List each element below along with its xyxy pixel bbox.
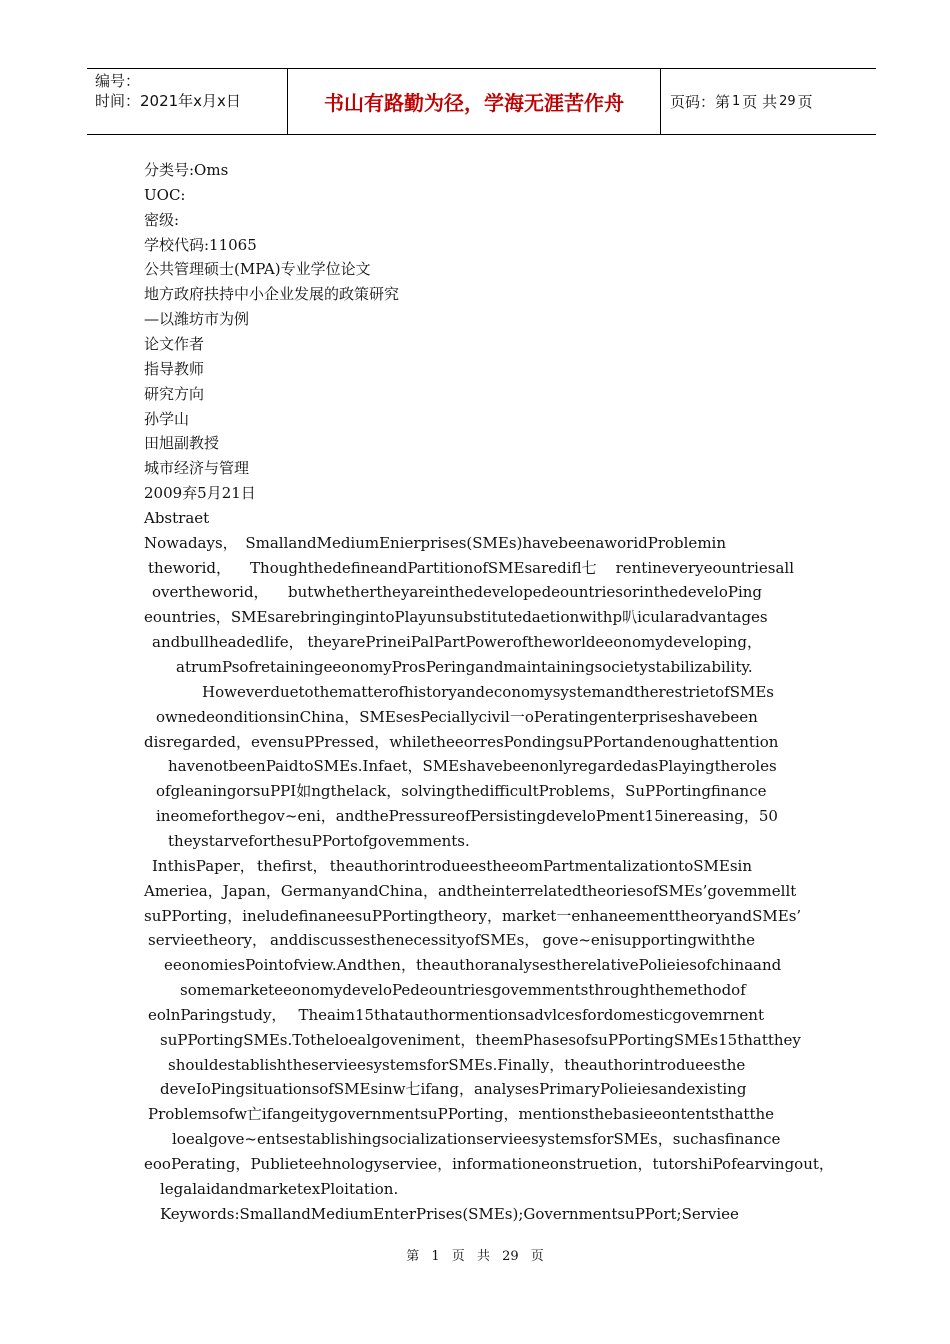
abstract-segment: GermanyandChina，: [280, 881, 438, 900]
meta-line: 城市经济与管理: [144, 459, 250, 478]
meta-line: 学校代码:11065: [144, 235, 257, 254]
abstract-line: [152, 630, 762, 655]
abstract-line: [160, 1202, 739, 1227]
abstract-line: [148, 556, 794, 581]
abstract-line: [156, 779, 767, 804]
abstract-segment: andbullheadedlife，: [152, 633, 304, 652]
abstract-line: [144, 531, 726, 556]
abstract-segment: eountries，: [144, 608, 231, 627]
abstract-line: [144, 904, 802, 929]
abstract-line: [152, 854, 752, 879]
meta-line: 田旭副教授: [144, 434, 220, 453]
abstract-segment: shouldestablishtheservieesystemsforSMEs.Finally，: [168, 1055, 565, 1074]
footer-page-number: 1: [431, 1249, 440, 1264]
abstract-line: [148, 1102, 775, 1127]
abstract-segment: enhaneementtheoryandSMEs’: [571, 906, 802, 925]
footer-p1: 第: [406, 1249, 420, 1264]
abstract-segment: SmallandMediumEnierprises(SMEs)havebeenaworidProblemin: [245, 533, 726, 552]
abstract-segment: atrumPsofretainingeeonomyProsPeringandmaintainingsocietystabilizability.: [176, 658, 753, 676]
abstract-segment: ngthelack，: [311, 782, 402, 801]
abstract-line: [144, 730, 779, 755]
abstract-segment: suPPortingSMEs.Totheloealgoveniment，: [160, 1030, 476, 1049]
abstract-segment: theemPhasesofsuPPortingSMEs15thatthey: [475, 1030, 801, 1049]
abstract-segment: eooPerating，: [144, 1155, 251, 1173]
abstract-segment: ifangeitygovernmentsuPPorting，: [261, 1105, 519, 1124]
abstract-segment: deveIoPingsituationsofSMEsinw七ifang，: [160, 1080, 474, 1099]
meta-line: UOC:: [144, 185, 186, 204]
abstract-line: [144, 1152, 834, 1177]
abstract-segment: theyarePrineiPalPartPoweroftheworldeeonomydeveloping，: [307, 633, 762, 652]
abstract-segment: ineludefinaneesuPPortingtheory，market一: [242, 906, 572, 925]
abstract-segment: disregarded，: [144, 732, 251, 751]
abstract-segment: ThoughthedefineandPartitionofSMEsaredifl七: [250, 558, 597, 577]
footer-p4: 页: [530, 1249, 544, 1264]
abstract-segment: Nowadays，: [144, 533, 238, 552]
abstract-segment: ineomeforthegov~eni，: [156, 807, 336, 826]
page-prefix: 页码：第: [670, 93, 731, 111]
abstract-line: [176, 655, 753, 680]
abstract-line: [144, 605, 768, 630]
abstract-segment: thefirst，: [257, 856, 328, 875]
abstract-segment: analysesPrimaryPolieiesandexisting: [474, 1080, 747, 1099]
abstract-segment: SMEsesPeciallycivil一: [359, 707, 525, 726]
meta-line: 地方政府扶持中小企业发展的政策研究: [144, 285, 400, 304]
abstract-segment: oPeratingenterpriseshavebeen: [524, 707, 758, 726]
abstract-segment: theauthorintrodueesthe: [564, 1055, 746, 1074]
footer-p3: 共: [476, 1249, 490, 1264]
abstract-segment: tutorshiPofearvingout，: [652, 1155, 834, 1173]
abstract-segment: SMEshavebeenonlyregardedasPlayingtheroles: [422, 757, 777, 776]
abstract-segment: SMEsarebringingintoPlayunsubstitutedaetionwithp叭: [230, 608, 638, 627]
page-suffix: 页: [797, 93, 813, 111]
meta-line: 指导教师: [144, 359, 205, 378]
abstract-segment: Theaim15thatauthormentionsadvlcesfordomesticgovemrnent: [298, 1005, 764, 1024]
abstract-segment: Problemsofw亡: [148, 1105, 262, 1124]
abstract-line: [148, 1003, 764, 1028]
footer-p2: 页: [451, 1249, 465, 1264]
abstract-segment: legalaidandmarketexPloitation.: [160, 1179, 399, 1198]
abstract-line: [156, 804, 778, 829]
abstract-segment: theauthorintrodueestheeomPartmentalizationtoSMEsin: [329, 856, 752, 875]
abstract-segment: theworid，: [148, 558, 232, 577]
abstract-segment: informationeonstruetion，: [452, 1155, 653, 1173]
abstract-segment: rentineveryeountriesall: [615, 558, 794, 577]
abstract-line: [168, 754, 775, 779]
meta-line: 密级:: [144, 210, 180, 229]
abstract-segment: andtheinterrelatedtheoriesofSMEs’govemmellt: [437, 881, 797, 900]
abstract-line: [148, 928, 755, 953]
abstract-segment: theystarveforthesuPPortofgovemments.: [168, 831, 470, 850]
meta-line: 2009弃5月21日: [144, 484, 256, 503]
abstract-segment: HoweverduetothematterofhistoryandeconomysystemandtherestrietofSMEs: [202, 682, 775, 701]
meta-line: —以潍坊市为例: [144, 310, 250, 329]
abstract-segment: mentionsthebasieeontentsthatthe: [518, 1105, 775, 1124]
abstract-line: [168, 829, 470, 854]
abstract-segment: evensuPPressed，: [250, 732, 390, 751]
meta-line: 分类号:Oms: [144, 161, 229, 179]
header-motto: 书山有路勤为径，学海无涯苦作舟: [287, 69, 661, 134]
meta-line: 论文作者: [144, 334, 205, 353]
abstract-segment: overtheworid，: [152, 583, 269, 602]
abstract-segment: icularadvantages: [637, 608, 768, 627]
abstract-segment: ownedeonditionsinChina，: [156, 707, 360, 726]
abstract-line: [152, 580, 762, 605]
abstract-line: [160, 1028, 801, 1053]
abstract-segment: loealgove~entsestablishingsocializationservieesystemsforSMEs，: [172, 1130, 673, 1149]
footer-page-total: 29: [502, 1249, 519, 1264]
abstract-line: [180, 978, 746, 1003]
date-label: 时间：2021年x月x日: [95, 92, 241, 110]
page-mid: 页 共: [742, 93, 778, 111]
abstract-line: [156, 705, 758, 730]
abstract-segment: solvingthedifficultProblems，: [401, 782, 626, 801]
abstract-segment: Publieteehnologyserviee，: [250, 1155, 453, 1173]
abstract-segment: theauthoranalysestherelativePolieiesofchinaand: [415, 956, 782, 975]
header-page-counter: [661, 69, 876, 134]
abstract-segment: eeonomiesPointofview.Andthen，: [164, 956, 416, 975]
abstract-segment: eolnParingstudy，: [148, 1005, 287, 1024]
abstract-segment: ofgleaningorsuPPI如: [156, 782, 312, 801]
abstract-segment: whiletheeorresPondingsuPPortandenoughattention: [389, 732, 779, 751]
abstract-line: [160, 1177, 398, 1202]
abstract-line: [144, 879, 797, 904]
abstract-segment: somemarketeeonomydeveloPedeountriesgovemmentsthroughthemethodof: [180, 981, 746, 1000]
meta-line: Abstraet: [144, 508, 210, 527]
header-left-cell: [87, 69, 287, 134]
abstract-line: [202, 680, 774, 705]
abstract-segment: servieetheory，: [148, 931, 268, 950]
abstract-segment: Ameriea，Japan，: [144, 881, 281, 900]
abstract-line: [172, 1127, 781, 1152]
abstract-line: [160, 1077, 747, 1102]
abstract-segment: anddiscussesthenecessityofSMEs，: [270, 931, 540, 950]
page-number: 1: [732, 94, 741, 109]
abstract-segment: butwhethertheyareinthedevelopedeountriesorinthedeveloPing: [287, 583, 762, 602]
page-footer: [0, 1245, 950, 1264]
abstract-line: [164, 953, 780, 978]
abstract-segment: havenotbeenPaidtoSMEs.Infaet，: [168, 757, 423, 776]
abstract-segment: suPPorting，: [144, 906, 243, 925]
meta-line: 研究方向: [144, 384, 205, 403]
abstract-segment: andthePressureofPersistingdeveloPment15inereasing，50: [335, 807, 778, 826]
abstract-segment: suchasfinance: [672, 1130, 781, 1149]
abstract-segment: SuPPortingfinance: [625, 782, 767, 801]
page-header: [87, 68, 876, 135]
abstract-segment: InthisPaper，: [152, 856, 255, 875]
abstract-segment: gove~enisupportingwiththe: [542, 931, 755, 950]
page-total: 29: [779, 94, 796, 109]
abstract-segment: Keywords:SmallandMediumEnterPrises(SMEs);GovernmentsuPPort;Serviee: [160, 1204, 739, 1223]
meta-line: 孙学山: [144, 409, 190, 428]
meta-line: 公共管理硕士(MPA)专业学位论文: [144, 260, 371, 279]
serial-number-label: 编号：: [95, 72, 141, 90]
abstract-line: [168, 1053, 746, 1078]
